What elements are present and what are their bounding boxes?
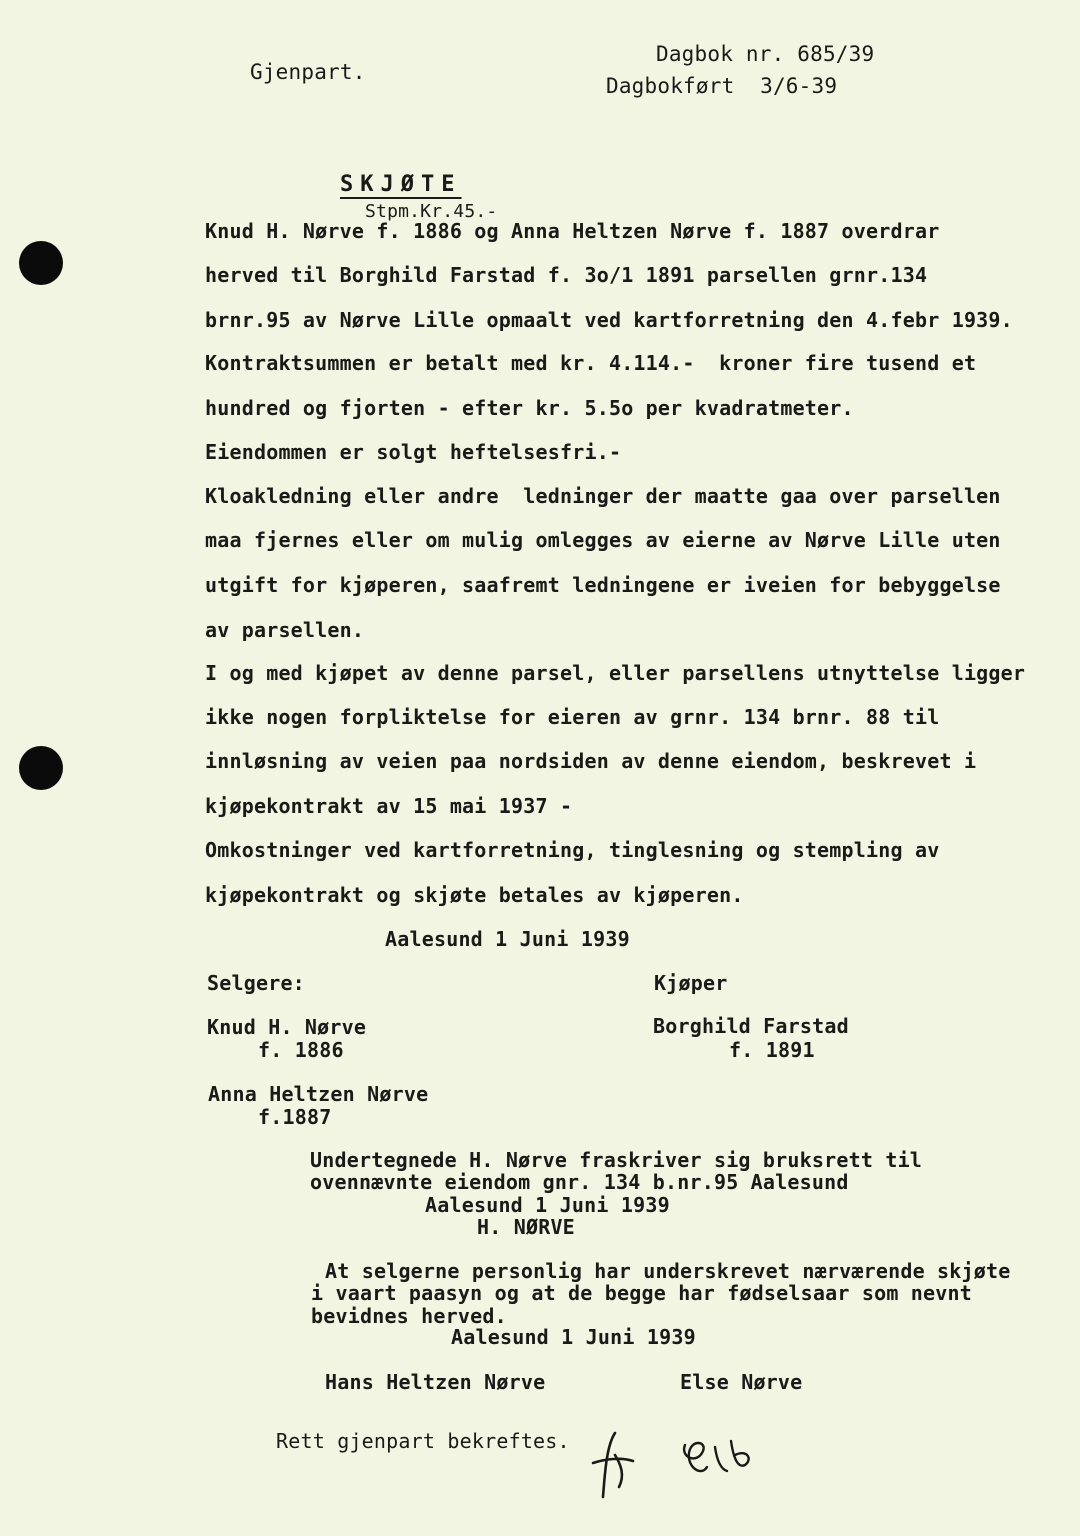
- stamp-duty-note: Stpm.Kr.45.-: [365, 201, 498, 222]
- seller-birth-year: f.1887: [258, 1105, 332, 1129]
- handwritten-initials: [585, 1425, 785, 1505]
- body-line: utgift for kjøperen, saafremt ledningene er iveien for bebyggelse: [205, 573, 1001, 597]
- body-line: av parsellen.: [205, 618, 365, 642]
- seller-name: Knud H. Nørve: [207, 1015, 367, 1039]
- witness-name: Else Nørve: [680, 1370, 803, 1394]
- punch-hole-top: [19, 241, 63, 285]
- body-line: hundred og fjorten - efter kr. 5.5o per kvadratmeter.: [205, 396, 854, 420]
- waiver-signature: H. NØRVE: [477, 1215, 575, 1239]
- document-title: SKJØTE: [340, 172, 462, 197]
- witness-name: Hans Heltzen Nørve: [325, 1370, 546, 1394]
- body-line: ikke nogen forpliktelse for eieren av grnr. 134 brnr. 88 til: [205, 705, 940, 729]
- seller-birth-year: f. 1886: [258, 1038, 344, 1062]
- seller-name: Anna Heltzen Nørve: [208, 1082, 429, 1106]
- buyer-name: Borghild Farstad: [653, 1014, 849, 1038]
- sellers-label: Selgere:: [207, 971, 305, 995]
- gjenpart-label: Gjenpart.: [250, 60, 366, 84]
- body-line: Eiendommen er solgt heftelsesfri.-: [205, 440, 622, 464]
- place-date: Aalesund 1 Juni 1939: [385, 927, 630, 951]
- waiver-line: ovennævnte eiendom gnr. 134 b.nr.95 Aalesund: [310, 1170, 849, 1194]
- body-line: innløsning av veien paa nordsiden av denne eiendom, beskrevet i: [205, 749, 977, 773]
- body-line: I og med kjøpet av denne parsel, eller parsellens utnyttelse ligger: [205, 661, 1026, 685]
- witness-line: At selgerne personlig har underskrevet nærværende skjøte: [325, 1259, 1011, 1283]
- dagbok-number: Dagbok nr. 685/39: [656, 42, 875, 66]
- waiver-line: Aalesund 1 Juni 1939: [425, 1193, 670, 1217]
- witness-line: i vaart paasyn og at de begge har fødselsaar som nevnt: [311, 1281, 973, 1305]
- buyer-birth-year: f. 1891: [729, 1038, 815, 1062]
- body-line: brnr.95 av Nørve Lille opmaalt ved kartforretning den 4.febr 1939.: [205, 308, 1013, 332]
- waiver-line: Undertegnede H. Nørve fraskriver sig bruksrett til: [310, 1148, 923, 1172]
- body-line: herved til Borghild Farstad f. 3o/1 1891 parsellen grnr.134: [205, 263, 928, 287]
- body-line: Omkostninger ved kartforretning, tinglesning og stempling av: [205, 838, 940, 862]
- buyer-label: Kjøper: [654, 971, 728, 995]
- body-line: maa fjernes eller om mulig omlegges av eierne av Nørve Lille uten: [205, 528, 1001, 552]
- certification-text: Rett gjenpart bekreftes.: [276, 1429, 570, 1453]
- body-line: kjøpekontrakt og skjøte betales av kjøperen.: [205, 883, 744, 907]
- body-line: kjøpekontrakt av 15 mai 1937 -: [205, 794, 573, 818]
- body-line: Knud H. Nørve f. 1886 og Anna Heltzen Nørve f. 1887 overdrar: [205, 219, 940, 243]
- witness-line: bevidnes herved.: [311, 1304, 507, 1328]
- body-line: Kloakledning eller andre ledninger der maatte gaa over parsellen: [205, 484, 1001, 508]
- punch-hole-bottom: [19, 746, 63, 790]
- body-line: Kontraktsummen er betalt med kr. 4.114.- kroner fire tusend et: [205, 351, 977, 375]
- dagbokfort-date: Dagbokført 3/6-39: [606, 74, 838, 98]
- witness-date: Aalesund 1 Juni 1939: [451, 1325, 696, 1349]
